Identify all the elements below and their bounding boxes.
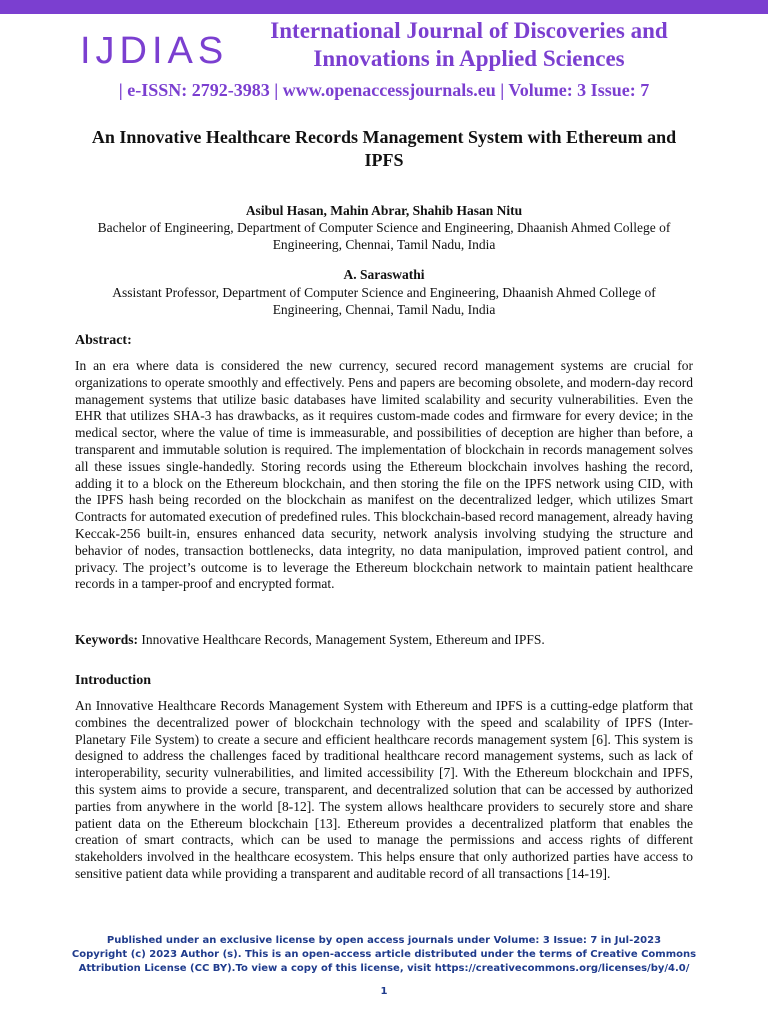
affiliation-primary: Bachelor of Engineering, Department of Computer Science and Engineering, Dhaanish Ahmed College of Engineering, Chennai, Tamil Nadu, India: [97, 220, 671, 252]
footer-line-2: Copyright (c) 2023 Author (s). This is an open-access article distributed under the terms of Creative Commons: [71, 949, 697, 960]
introduction-heading: Introduction: [75, 673, 151, 688]
keywords-label: Keywords:: [75, 632, 138, 647]
footer-line-1: Published under an exclusive license by open access journals under Volume: 3 Issue: 7 in Jul-2023: [106, 935, 662, 946]
page-number: 1: [380, 986, 388, 997]
keywords-text: Innovative Healthcare Records, Management System, Ethereum and IPFS.: [141, 632, 545, 647]
abstract-text: In an era where data is considered the new currency, secured record management systems are crucial for organizations to operate smoothly and effectively. Pens and papers are becoming obsolete, and modern-day record management systems that utilize basic databases have limited scalability and security vulnerabilities. Even the EHR that utilizes SHA-3 has drawbacks, as it requires custom-made codes and firmware for every device; in the medical sector, where the value of time is immeasurable, and possibilities of deception are higher than before, a transparent and immutable solution is required. The implementation of blockchain in records management solves all these issues single-handedly. Storing records using the Ethereum blockchain involves hashing the record, adding it to a block on the Ethereum blockchain, and then storing the file on the IPFS network using CID, with the IPFS hash being recorded on the blockchain as manifest on the decentralized ledger, which utilizes Smart Contracts for automated execution of predefined rules. This blockchain-based record management, already having Keccak-256 built-in, ensures enhanced data security, network analysis involving studying the structure and behavior of nodes, transaction bottlenecks, data integrity, no data manipulation, improved patient control, and privacy. The project’s outcome is to leverage the Ethereum blockchain network to maintain patient healthcare records in a tamper-proof and encrypted format.: [75, 358, 693, 592]
abstract-heading: Abstract:: [75, 333, 132, 348]
issn-line[interactable]: | e-ISSN: 2792-3983 | www.openaccessjournals.eu | Volume: 3 Issue: 7: [118, 80, 650, 100]
license-footer: [60, 934, 708, 976]
keywords-line: [75, 632, 545, 648]
top-color-bar: [0, 0, 768, 14]
introduction-text: An Innovative Healthcare Records Management System with Ethereum and IPFS is a cutting-edge platform that combines the decentralized power of blockchain technology with the speed and scalability of IPFS (Inter-Planetary File System) to create a secure and efficient healthcare records management system [6]. This system is designed to address the challenges faced by traditional healthcare record management systems, such as lack of interoperability, security vulnerabilities, and limited accessibility [7]. With the Ethereum blockchain and IPFS, this system aims to provide a secure, transparent, and decentralized solution that can be accessed by authorized parties from anywhere in the world [8-12]. The system allows healthcare providers to securely store and share patient data on the Ethereum blockchain [13]. Ethereum provides a decentralized platform that enables the creation of smart contracts, which can be used to manage the permissions and access rights of different stakeholders involved in the healthcare ecosystem. This helps ensure that only authorized parties have access to sensitive patient data while providing a transparent and auditable record of all transactions [14-19].: [75, 698, 693, 881]
paper-title: An Innovative Healthcare Records Management System with Ethereum and IPFS: [91, 127, 677, 170]
authors-primary: Asibul Hasan, Mahin Abrar, Shahib Hasan Nitu: [245, 203, 523, 218]
authors-secondary: A. Saraswathi: [343, 267, 425, 282]
journal-title: International Journal of Discoveries and Innovations in Applied Sciences: [270, 18, 668, 71]
footer-line-3[interactable]: Attribution License (CC BY).To view a copy of this license, visit https://creativecommons.org/licenses/by/4.0/: [78, 963, 690, 974]
affiliation-secondary: Assistant Professor, Department of Computer Science and Engineering, Dhaanish Ahmed College of Engineering, Chennai, Tamil Nadu, India: [112, 285, 656, 317]
journal-logo: IJDIAS: [80, 30, 229, 72]
